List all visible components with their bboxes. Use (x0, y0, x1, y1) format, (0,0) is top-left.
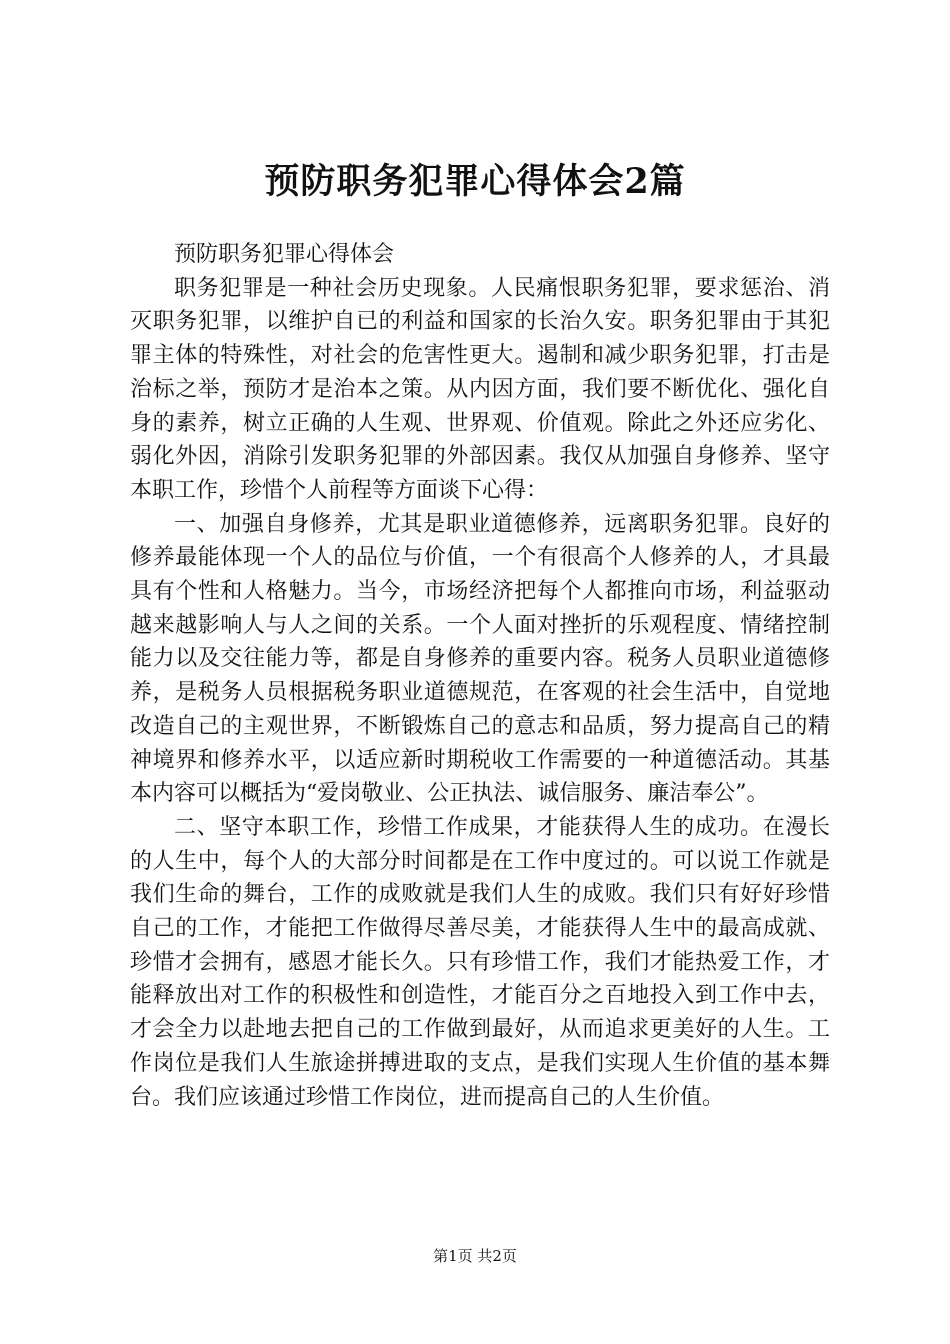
section-one-paragraph: 一、加强自身修养，尤其是职业道德修养，远离职务犯罪。良好的修养最能体现一个人的品位与价值，一个有很高个人修养的人，才具最具有个性和人格魅力。当今，市场经济把每个人都推向市场，利益驱动越来越影响人与人之间的关系。一个人面对挫折的乐观程度、情绪控制能力以及交往能力等，都是自身修养的重要内容。税务人员职业道德修养，是税务人员根据税务职业道德规范，在客观的社会生活中，自觉地改造自己的主观世界，不断锻炼自己的意志和品质，努力提高自己的精神境界和修养水平，以适应新时期税收工作需要的一种道德活动。其基本内容可以概括为“爱岗敬业、公正执法、诚信服务、廉洁奉公”。 (130, 511, 830, 807)
page-footer: 第1页 共2页 (433, 1247, 517, 1265)
document-title: 预防职务犯罪心得体会2篇 (264, 161, 686, 202)
section-two-paragraph: 二、坚守本职工作，珍惜工作成果，才能获得人生的成功。在漫长的人生中，每个人的大部分时间都是在工作中度过的。可以说工作就是我们生命的舞台，工作的成败就是我们人生的成败。我们只有好好珍惜自己的工作，才能把工作做得尽善尽美，才能获得人生中的最高成就、珍惜才会拥有，感恩才能长久。只有珍惜工作，我们才能热爱工作，才能释放出对工作的积极性和创造性，才能百分之百地投入到工作中去，才会全力以赴地去把自己的工作做到最好，从而追求更美好的人生。工作岗位是我们人生旅途拼搏进取的支点，是我们实现人生价值的基本舞台。我们应该通过珍惜工作岗位，进而提高自己的人生价值。 (130, 814, 830, 1110)
subtitle-paragraph: 预防职务犯罪心得体会 (174, 242, 395, 267)
intro-paragraph: 职务犯罪是一种社会历史现象。人民痛恨职务犯罪，要求惩治、消灭职务犯罪，以维护自已的利益和国家的长治久安。职务犯罪由于其犯罪主体的特殊性，对社会的危害性更大。遏制和减少职务犯罪，打击是治标之举，预防才是治本之策。从内因方面，我们要不断优化、强化自身的素养，树立正确的人生观、世界观、价值观。除此之外还应劣化、弱化外因，消除引发职务犯罪的外部因素。我仅从加强自身修养、坚守本职工作，珍惜个人前程等方面谈下心得： (130, 275, 830, 503)
document-body (130, 238, 830, 1114)
